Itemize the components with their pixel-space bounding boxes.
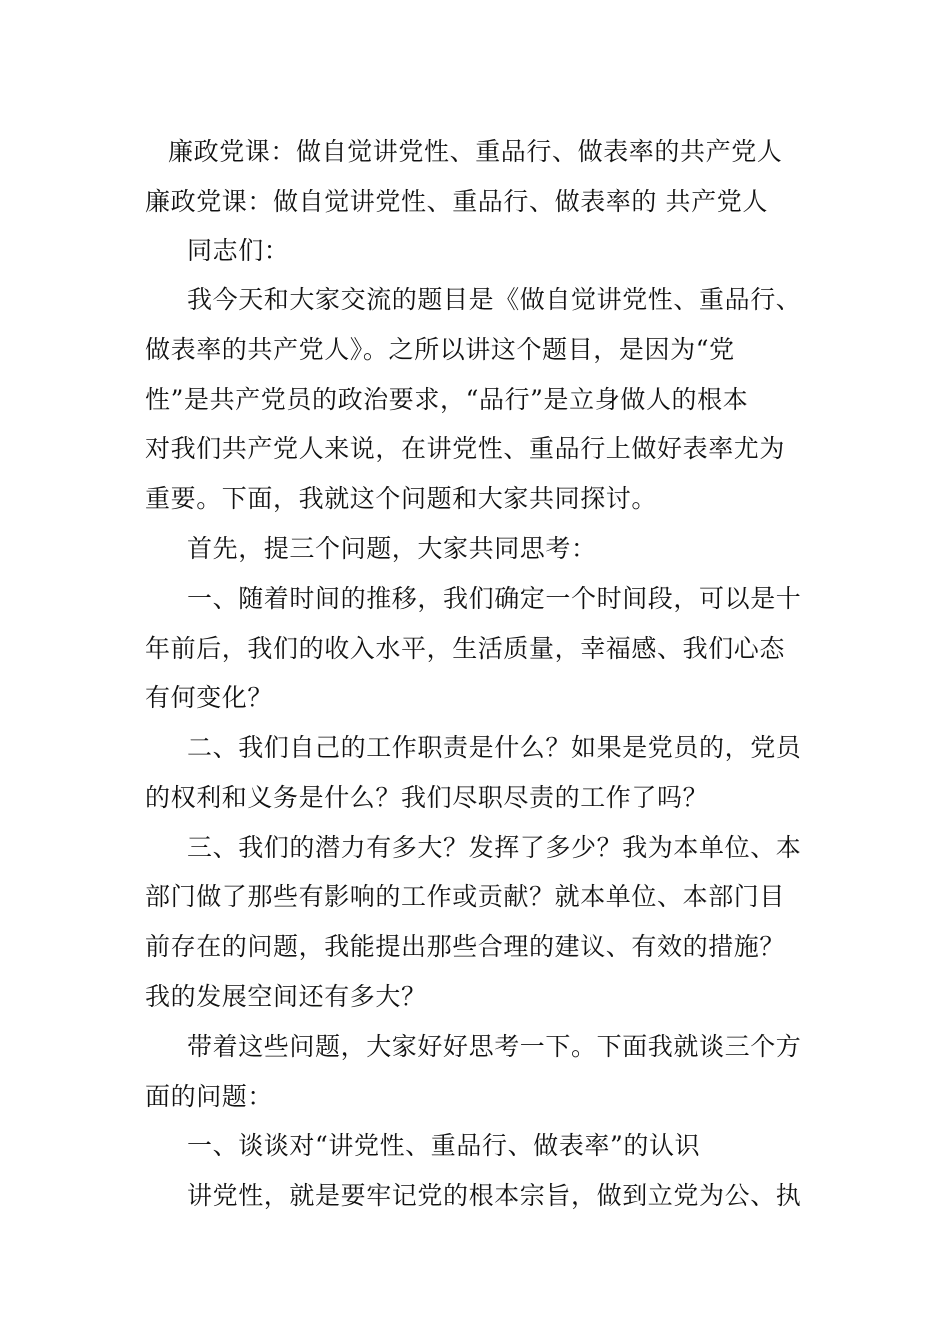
document-subtitle: 廉政党课：做自觉讲党性、重品行、做表率的 共产党人 (145, 187, 768, 216)
text-line: 部门做了那些有影响的工作或贡献？就本单位、本部门目 (145, 882, 786, 911)
document-title: 廉政党课：做自觉讲党性、重品行、做表率的共产党人 (168, 137, 783, 166)
text-line: 三、我们的潜力有多大？发挥了多少？我为本单位、本 (187, 833, 802, 862)
text-line: 的权利和义务是什么？我们尽职尽责的工作了吗？ (145, 783, 709, 812)
text-line: 对我们共产党人来说，在讲党性、重品行上做好表率尤为 (145, 434, 786, 463)
text-line: 我今天和大家交流的题目是《做自觉讲党性、重品行、 (187, 285, 802, 314)
text-line: 我的发展空间还有多大？ (145, 982, 427, 1011)
text-line: 带着这些问题，大家好好思考一下。下面我就谈三个方 (187, 1032, 802, 1061)
text-line: 二、我们自己的工作职责是什么？如果是党员的，党员 (187, 733, 802, 762)
text-line: 重要。下面，我就这个问题和大家共同探讨。 (145, 484, 658, 513)
section-heading: 一、谈谈对“讲党性、重品行、做表率”的认识 (187, 1131, 701, 1160)
text-line: 前存在的问题，我能提出那些合理的建议、有效的措施？ (145, 932, 786, 961)
text-line: 讲党性，就是要牢记党的根本宗旨，做到立党为公、执 (187, 1181, 802, 1210)
text-line: 一、随着时间的推移，我们确定一个时间段，可以是十 (187, 584, 802, 613)
salutation: 同志们： (187, 236, 290, 265)
text-line: 首先，提三个问题，大家共同思考： (187, 534, 597, 563)
text-line: 做表率的共产党人》。之所以讲这个题目，是因为“党 (145, 335, 735, 364)
text-line: 有何变化？ (145, 683, 274, 712)
text-line: 性”是共产党员的政治要求，“品行”是立身做人的根本 (145, 385, 749, 414)
text-line: 年前后，我们的收入水平，生活质量，幸福感、我们心态 (145, 634, 786, 663)
text-line: 面的问题： (145, 1082, 274, 1111)
